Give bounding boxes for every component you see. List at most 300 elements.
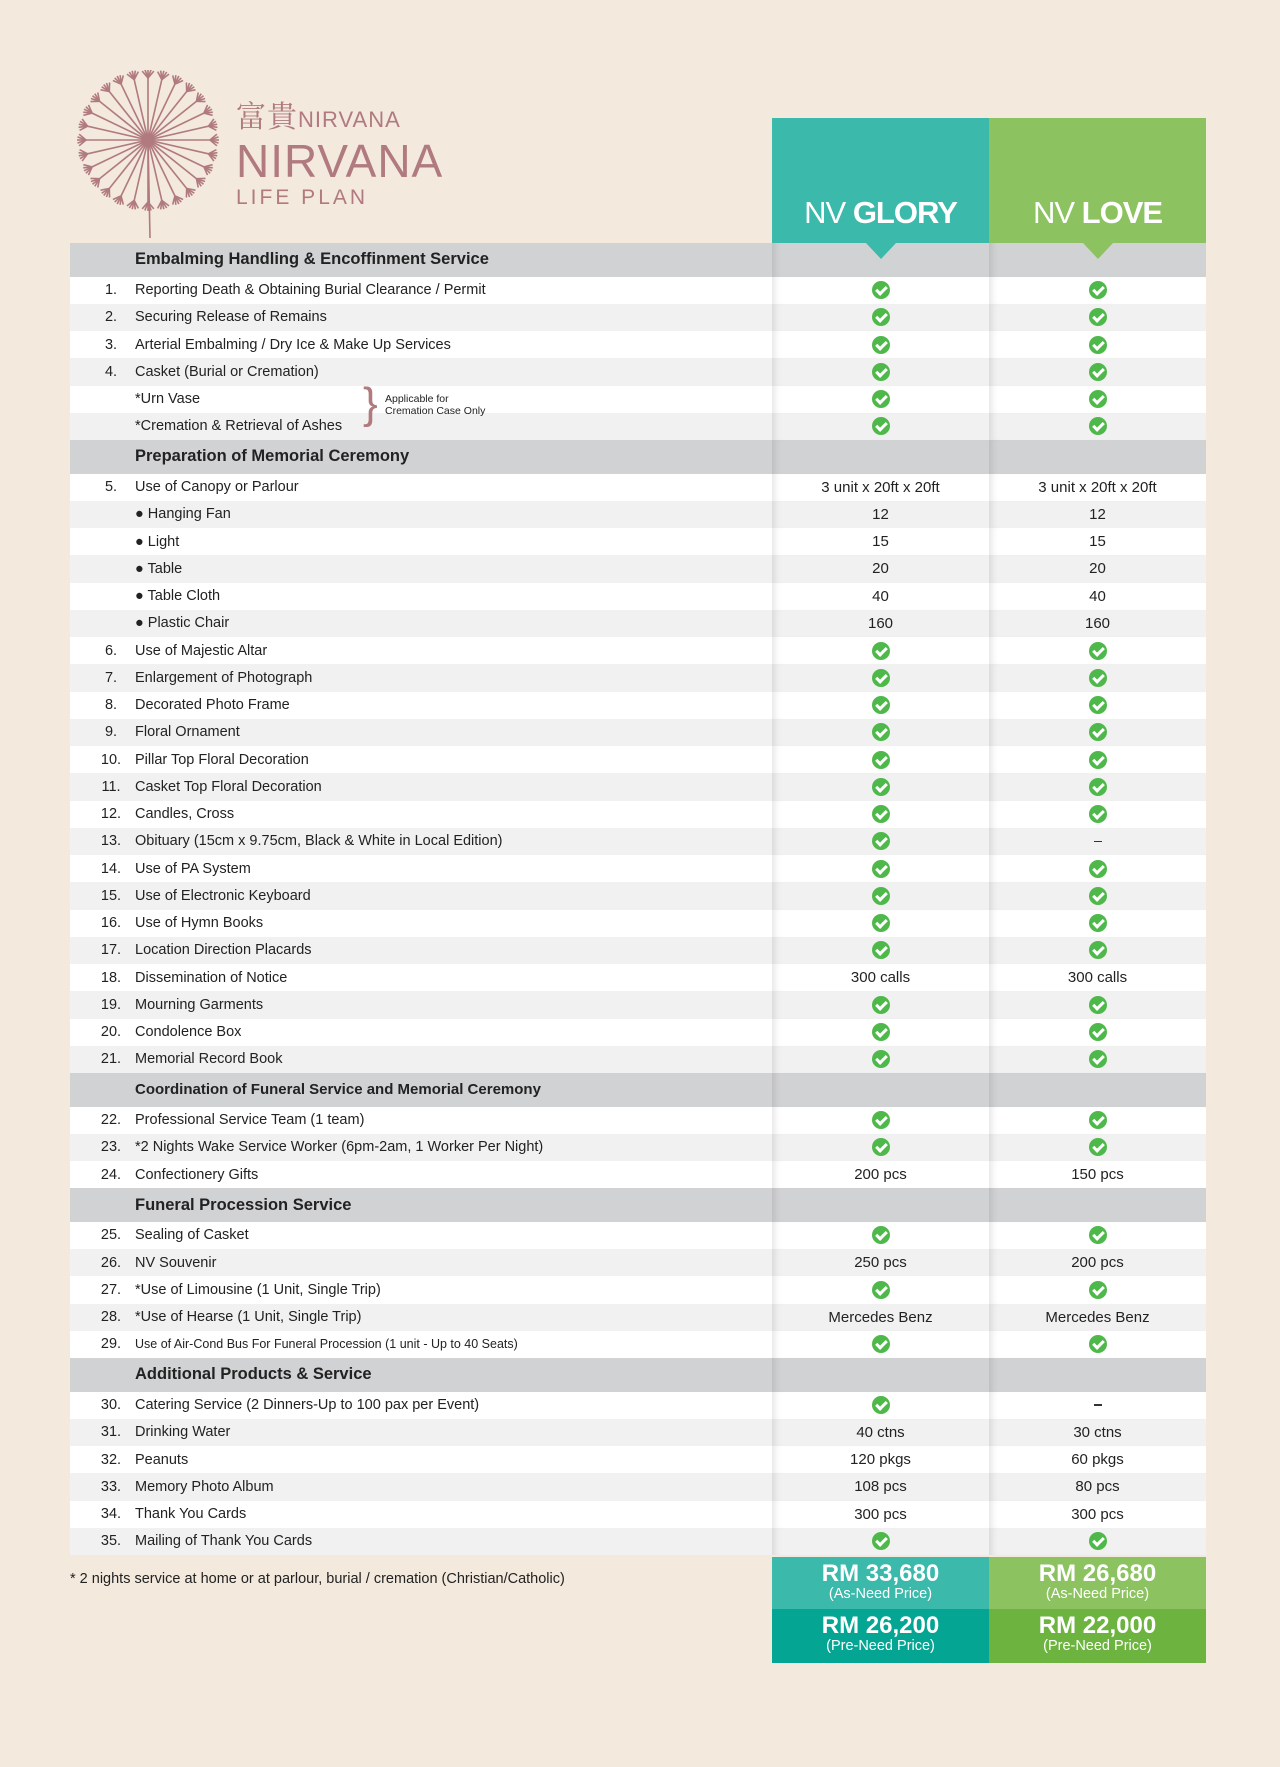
row-number bbox=[70, 997, 135, 1013]
row-label-text: Mourning Garments bbox=[135, 996, 264, 1013]
row-label-text: Use of Hymn Books bbox=[135, 915, 264, 932]
row-number-text: 3. bbox=[104, 336, 118, 353]
table-row bbox=[70, 964, 1206, 991]
check-icon bbox=[872, 778, 890, 796]
row-label bbox=[135, 506, 772, 522]
check-icon bbox=[872, 1532, 890, 1550]
table-row bbox=[70, 692, 1206, 719]
check-icon bbox=[872, 1050, 890, 1068]
glory-cell bbox=[772, 277, 989, 304]
row-label-text: Use of PA System bbox=[135, 860, 251, 877]
comparison-table bbox=[70, 243, 1206, 1555]
table-row bbox=[70, 719, 1206, 746]
row-label-text: NV Souvenir bbox=[135, 1254, 217, 1271]
row-label-text: Professional Service Team (1 team) bbox=[135, 1112, 365, 1129]
row-label-text: ● Plastic Chair bbox=[135, 615, 230, 632]
love-cell bbox=[989, 1073, 1206, 1107]
love-cell bbox=[989, 386, 1206, 413]
plan-name: LOVE bbox=[1081, 195, 1163, 230]
row-label-text: Securing Release of Remains bbox=[135, 309, 327, 326]
glory-as-need-price bbox=[772, 1557, 989, 1609]
table-row bbox=[70, 358, 1206, 385]
row-number bbox=[70, 1051, 135, 1067]
check-icon bbox=[872, 805, 890, 823]
row-label bbox=[135, 888, 772, 904]
glory-cell bbox=[772, 1331, 989, 1358]
love-cell: Mercedes Benz bbox=[989, 1304, 1206, 1331]
row-label-text: Casket (Burial or Cremation) bbox=[135, 363, 319, 380]
love-cell bbox=[989, 1276, 1206, 1303]
check-icon bbox=[872, 1023, 890, 1041]
row-label-text: *Use of Hearse (1 Unit, Single Trip) bbox=[135, 1309, 362, 1326]
row-label bbox=[135, 1167, 772, 1183]
row-number bbox=[70, 309, 135, 325]
row-label bbox=[135, 561, 772, 577]
row-label bbox=[135, 1051, 772, 1067]
row-number-text: 7. bbox=[104, 669, 118, 686]
row-label bbox=[135, 1397, 772, 1413]
row-number-text: 34. bbox=[100, 1506, 122, 1523]
row-label bbox=[135, 970, 772, 986]
check-icon bbox=[872, 642, 890, 660]
love-cell bbox=[989, 358, 1206, 385]
row-label-text: *Cremation & Retrieval of Ashes bbox=[135, 418, 343, 435]
check-icon bbox=[1089, 642, 1107, 660]
table-row bbox=[70, 1392, 1206, 1419]
glory-cell bbox=[772, 910, 989, 937]
section-title: Embalming Handling & Encoffinment Service bbox=[135, 250, 489, 269]
row-label-text: Reporting Death & Obtaining Burial Clearance / Permit bbox=[135, 282, 486, 299]
check-icon bbox=[872, 723, 890, 741]
table-row bbox=[70, 1304, 1206, 1331]
check-icon bbox=[1089, 363, 1107, 381]
glory-cell bbox=[772, 882, 989, 909]
glory-cell bbox=[772, 1222, 989, 1249]
glory-cell bbox=[772, 801, 989, 828]
glory-cell bbox=[772, 358, 989, 385]
love-cell bbox=[989, 1107, 1206, 1134]
row-label-text: Condolence Box bbox=[135, 1024, 242, 1041]
check-icon bbox=[872, 1335, 890, 1353]
row-number-text: 6. bbox=[104, 642, 118, 659]
note-line: Cremation Case Only bbox=[385, 405, 486, 418]
glory-cell: 108 pcs bbox=[772, 1473, 989, 1500]
table-row bbox=[70, 413, 1206, 440]
love-cell bbox=[989, 1134, 1206, 1161]
glory-cell bbox=[772, 637, 989, 664]
row-number-text: 17. bbox=[100, 942, 122, 959]
dash-icon bbox=[1094, 1404, 1102, 1406]
glory-cell bbox=[772, 1188, 989, 1222]
table-row bbox=[70, 664, 1206, 691]
check-icon bbox=[872, 1396, 890, 1414]
table-row bbox=[70, 1473, 1206, 1500]
table-row bbox=[70, 910, 1206, 937]
love-cell bbox=[989, 828, 1206, 855]
row-label bbox=[135, 697, 772, 713]
love-cell bbox=[989, 637, 1206, 664]
row-number-text: 11. bbox=[101, 778, 121, 795]
glory-cell bbox=[772, 1134, 989, 1161]
row-number-text: 21. bbox=[100, 1051, 122, 1068]
glory-cell: 250 pcs bbox=[772, 1249, 989, 1276]
glory-cell bbox=[772, 1107, 989, 1134]
row-number-text: 16. bbox=[100, 915, 122, 932]
row-number bbox=[70, 1024, 135, 1040]
row-number bbox=[70, 1397, 135, 1413]
love-cell bbox=[989, 664, 1206, 691]
love-cell bbox=[989, 746, 1206, 773]
table-row bbox=[70, 331, 1206, 358]
love-cell: 150 pcs bbox=[989, 1161, 1206, 1188]
row-number-text: 9. bbox=[104, 724, 118, 741]
glory-cell bbox=[772, 855, 989, 882]
table-row bbox=[70, 1331, 1206, 1358]
love-cell bbox=[989, 910, 1206, 937]
glory-cell bbox=[772, 1073, 989, 1107]
love-cell bbox=[989, 1392, 1206, 1419]
row-number-text: 26. bbox=[100, 1254, 122, 1271]
row-label bbox=[135, 282, 772, 298]
row-number bbox=[70, 697, 135, 713]
row-number-text: 14. bbox=[100, 860, 122, 877]
love-cell bbox=[989, 440, 1206, 474]
section-header bbox=[70, 1073, 1206, 1107]
love-as-need-price bbox=[989, 1557, 1206, 1609]
check-icon bbox=[1089, 1111, 1107, 1129]
row-number-text: 27. bbox=[100, 1281, 122, 1298]
glory-cell: 120 pkgs bbox=[772, 1446, 989, 1473]
love-cell bbox=[989, 882, 1206, 909]
love-cell bbox=[989, 1188, 1206, 1222]
check-icon bbox=[872, 281, 890, 299]
dash-icon bbox=[1094, 841, 1102, 843]
check-icon bbox=[1089, 390, 1107, 408]
row-number bbox=[70, 1336, 135, 1352]
row-label bbox=[135, 670, 772, 686]
row-label-text: Drinking Water bbox=[135, 1424, 231, 1441]
table-row bbox=[70, 1249, 1206, 1276]
row-label bbox=[135, 1112, 772, 1128]
row-label bbox=[135, 418, 772, 434]
footnote: * 2 nights service at home or at parlour, burial / cremation (Christian/Catholic) bbox=[70, 1571, 565, 1587]
row-number-text: 20. bbox=[100, 1024, 122, 1041]
glory-cell bbox=[772, 413, 989, 440]
row-number bbox=[70, 1167, 135, 1183]
row-number bbox=[70, 643, 135, 659]
check-icon bbox=[1089, 417, 1107, 435]
row-number bbox=[70, 1112, 135, 1128]
row-label-text: Mailing of Thank You Cards bbox=[135, 1533, 313, 1550]
row-number-text: 22. bbox=[100, 1112, 122, 1129]
row-number bbox=[70, 1424, 135, 1440]
row-label-text: Use of Air-Cond Bus For Funeral Procession (1 unit - Up to 40 Seats) bbox=[135, 1337, 518, 1352]
glory-cell: 40 bbox=[772, 583, 989, 610]
row-label bbox=[135, 997, 772, 1013]
glory-cell bbox=[772, 719, 989, 746]
row-number bbox=[70, 779, 135, 795]
pointer-arrow-icon bbox=[866, 243, 896, 259]
love-cell bbox=[989, 991, 1206, 1018]
row-number-text: 28. bbox=[100, 1309, 122, 1326]
row-number bbox=[70, 1309, 135, 1325]
pointer-arrow-icon bbox=[1083, 243, 1113, 259]
brand-chinese: 富貴 bbox=[236, 101, 298, 134]
note-line: Applicable for bbox=[385, 393, 449, 406]
row-number-text: 10. bbox=[100, 751, 122, 768]
row-label-text: ● Table bbox=[135, 560, 183, 577]
row-number bbox=[70, 282, 135, 298]
row-label-text: Obituary (15cm x 9.75cm, Black & White in Local Edition) bbox=[135, 833, 503, 850]
row-label bbox=[135, 915, 772, 931]
row-label bbox=[135, 1255, 772, 1271]
row-label bbox=[135, 479, 772, 495]
love-cell: 20 bbox=[989, 555, 1206, 582]
section-header bbox=[70, 1358, 1206, 1392]
row-label-text: Enlargement of Photograph bbox=[135, 669, 313, 686]
table-row bbox=[70, 1134, 1206, 1161]
price-amount: RM 26,680 bbox=[1038, 1560, 1157, 1587]
check-icon bbox=[1089, 1281, 1107, 1299]
row-label bbox=[135, 1309, 772, 1325]
row-number bbox=[70, 364, 135, 380]
row-number bbox=[70, 1452, 135, 1468]
row-number-text: 4. bbox=[104, 363, 118, 380]
row-label-text: Memorial Record Book bbox=[135, 1051, 283, 1068]
glory-cell bbox=[772, 664, 989, 691]
check-icon bbox=[872, 832, 890, 850]
row-number-text: 31. bbox=[100, 1424, 122, 1441]
row-label-text: Floral Ornament bbox=[135, 724, 240, 741]
check-icon bbox=[1089, 696, 1107, 714]
table-row bbox=[70, 1107, 1206, 1134]
glory-cell bbox=[772, 692, 989, 719]
row-label-text: *2 Nights Wake Service Worker (6pm-2am, 1 Worker Per Night) bbox=[135, 1139, 544, 1156]
table-row bbox=[70, 991, 1206, 1018]
row-label bbox=[135, 752, 772, 768]
row-number bbox=[70, 1255, 135, 1271]
row-label bbox=[135, 1139, 772, 1155]
check-icon bbox=[872, 390, 890, 408]
glory-cell: 20 bbox=[772, 555, 989, 582]
love-cell: 30 ctns bbox=[989, 1419, 1206, 1446]
row-number bbox=[70, 337, 135, 353]
brace-icon: } bbox=[363, 379, 378, 429]
row-label bbox=[135, 337, 772, 353]
table-row bbox=[70, 501, 1206, 528]
row-number-text: 23. bbox=[100, 1139, 122, 1156]
row-label bbox=[135, 1282, 772, 1298]
check-icon bbox=[872, 887, 890, 905]
row-label-text: Use of Electronic Keyboard bbox=[135, 887, 311, 904]
row-number bbox=[70, 561, 135, 577]
row-number bbox=[70, 888, 135, 904]
glory-cell bbox=[772, 331, 989, 358]
plan-name: GLORY bbox=[852, 195, 957, 230]
glory-cell bbox=[772, 1358, 989, 1392]
row-number-text: 15. bbox=[100, 887, 122, 904]
check-icon bbox=[872, 336, 890, 354]
table-row bbox=[70, 773, 1206, 800]
row-label-text: Catering Service (2 Dinners-Up to 100 pax per Event) bbox=[135, 1397, 480, 1414]
row-label-text: *Urn Vase bbox=[135, 391, 201, 408]
love-cell bbox=[989, 277, 1206, 304]
row-label-text: ● Table Cloth bbox=[135, 588, 221, 605]
plan-prefix: NV bbox=[1032, 195, 1075, 230]
row-number bbox=[70, 724, 135, 740]
price-label: (As-Need Price) bbox=[1045, 1586, 1150, 1602]
row-number bbox=[70, 915, 135, 931]
row-label-text: Thank You Cards bbox=[135, 1506, 247, 1523]
row-label-text: Use of Majestic Altar bbox=[135, 642, 268, 659]
love-cell bbox=[989, 719, 1206, 746]
section-title: Funeral Procession Service bbox=[135, 1195, 352, 1214]
check-icon bbox=[1089, 887, 1107, 905]
row-number bbox=[70, 506, 135, 522]
glory-cell: 15 bbox=[772, 528, 989, 555]
love-cell: 12 bbox=[989, 501, 1206, 528]
row-number bbox=[70, 391, 135, 407]
row-label bbox=[135, 861, 772, 877]
row-label bbox=[135, 1337, 772, 1351]
check-icon bbox=[1089, 1335, 1107, 1353]
love-cell: 80 pcs bbox=[989, 1473, 1206, 1500]
love-cell bbox=[989, 1358, 1206, 1392]
check-icon bbox=[1089, 1226, 1107, 1244]
love-cell: 40 bbox=[989, 583, 1206, 610]
glory-cell bbox=[772, 991, 989, 1018]
table-row bbox=[70, 277, 1206, 304]
price-amount: RM 22,000 bbox=[1038, 1612, 1157, 1639]
row-number-text: 33. bbox=[100, 1478, 122, 1495]
check-icon bbox=[1089, 336, 1107, 354]
check-icon bbox=[1089, 1138, 1107, 1156]
check-icon bbox=[872, 363, 890, 381]
check-icon bbox=[872, 417, 890, 435]
glory-cell: 200 pcs bbox=[772, 1161, 989, 1188]
table-row bbox=[70, 1419, 1206, 1446]
row-label bbox=[135, 1479, 772, 1495]
check-icon bbox=[1089, 723, 1107, 741]
table-row bbox=[70, 474, 1206, 501]
price-label: (Pre-Need Price) bbox=[826, 1638, 935, 1654]
love-cell bbox=[989, 773, 1206, 800]
row-number bbox=[70, 670, 135, 686]
row-number bbox=[70, 479, 135, 495]
section-header bbox=[70, 243, 1206, 277]
row-number bbox=[70, 418, 135, 434]
brand-title: NIRVANA bbox=[236, 135, 444, 187]
row-label bbox=[135, 364, 772, 380]
check-icon bbox=[1089, 1023, 1107, 1041]
glory-cell bbox=[772, 304, 989, 331]
check-icon bbox=[1089, 669, 1107, 687]
glory-cell bbox=[772, 386, 989, 413]
row-number-text: 24. bbox=[100, 1166, 122, 1183]
row-label-text: Confectionery Gifts bbox=[135, 1166, 259, 1183]
row-number bbox=[70, 806, 135, 822]
row-label bbox=[135, 309, 772, 325]
check-icon bbox=[872, 860, 890, 878]
table-row bbox=[70, 1276, 1206, 1303]
glory-cell bbox=[772, 773, 989, 800]
check-icon bbox=[872, 669, 890, 687]
row-label bbox=[135, 1424, 772, 1440]
row-number bbox=[70, 615, 135, 631]
table-row bbox=[70, 1161, 1206, 1188]
table-row bbox=[70, 1501, 1206, 1528]
check-icon bbox=[872, 1226, 890, 1244]
check-icon bbox=[872, 914, 890, 932]
check-icon bbox=[872, 1111, 890, 1129]
love-cell bbox=[989, 937, 1206, 964]
table-row bbox=[70, 583, 1206, 610]
price-amount: RM 33,680 bbox=[821, 1560, 940, 1587]
love-cell bbox=[989, 1222, 1206, 1249]
row-number bbox=[70, 1227, 135, 1243]
glory-cell: 40 ctns bbox=[772, 1419, 989, 1446]
check-icon bbox=[872, 308, 890, 326]
row-label-text: Decorated Photo Frame bbox=[135, 697, 290, 714]
check-icon bbox=[1089, 860, 1107, 878]
table-row bbox=[70, 937, 1206, 964]
glory-pre-need-price bbox=[772, 1609, 989, 1663]
check-icon bbox=[872, 1138, 890, 1156]
plan-header-love bbox=[989, 118, 1206, 243]
table-row bbox=[70, 1046, 1206, 1073]
row-number-text: 25. bbox=[100, 1227, 122, 1244]
glory-cell bbox=[772, 828, 989, 855]
row-number-text: 8. bbox=[104, 697, 118, 714]
table-row bbox=[70, 828, 1206, 855]
table-row bbox=[70, 882, 1206, 909]
row-label bbox=[135, 806, 772, 822]
table-row bbox=[70, 1222, 1206, 1249]
table-row bbox=[70, 801, 1206, 828]
check-icon bbox=[1089, 996, 1107, 1014]
row-number-text: 1. bbox=[104, 282, 118, 299]
brand-logo bbox=[236, 92, 443, 210]
row-number-text: 5. bbox=[104, 479, 118, 496]
check-icon bbox=[872, 996, 890, 1014]
row-label bbox=[135, 1227, 772, 1243]
check-icon bbox=[872, 696, 890, 714]
row-label-text: Pillar Top Floral Decoration bbox=[135, 751, 309, 768]
love-pre-need-price bbox=[989, 1609, 1206, 1663]
check-icon bbox=[1089, 751, 1107, 769]
love-cell: 60 pkgs bbox=[989, 1446, 1206, 1473]
row-number-text: 35. bbox=[100, 1533, 122, 1550]
glory-cell: 300 pcs bbox=[772, 1501, 989, 1528]
row-number-text: 12. bbox=[100, 806, 122, 823]
row-label bbox=[135, 1024, 772, 1040]
love-cell: 3 unit x 20ft x 20ft bbox=[989, 474, 1206, 501]
love-cell bbox=[989, 801, 1206, 828]
row-number-text: 29. bbox=[100, 1336, 122, 1353]
check-icon bbox=[1089, 308, 1107, 326]
row-number bbox=[70, 1479, 135, 1495]
table-row bbox=[70, 1019, 1206, 1046]
section-header bbox=[70, 440, 1206, 474]
price-label: (As-Need Price) bbox=[828, 1586, 933, 1602]
row-number bbox=[70, 752, 135, 768]
row-number bbox=[70, 861, 135, 877]
love-cell: 300 calls bbox=[989, 964, 1206, 991]
check-icon bbox=[1089, 778, 1107, 796]
row-label-text: Casket Top Floral Decoration bbox=[135, 778, 322, 795]
glory-cell: 3 unit x 20ft x 20ft bbox=[772, 474, 989, 501]
glory-cell bbox=[772, 1392, 989, 1419]
